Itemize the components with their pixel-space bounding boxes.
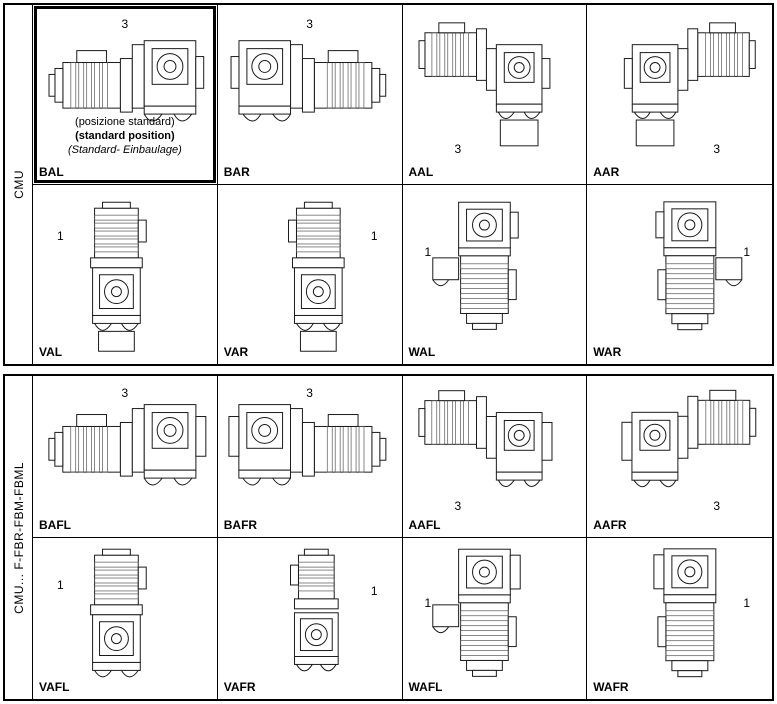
position-code: BAFR — [223, 517, 258, 532]
standard-position-caption — [33, 116, 217, 157]
cell-val[interactable] — [33, 185, 218, 365]
position-number: 1 — [743, 595, 750, 610]
position-code: BAL — [39, 164, 64, 179]
position-number: 1 — [370, 228, 378, 243]
block-cmu — [3, 3, 774, 366]
grid-cmu-f — [33, 376, 772, 699]
caption-english: (standard position) — [75, 130, 175, 142]
position-code: BAFL — [39, 517, 71, 532]
position-number: 3 — [121, 17, 129, 31]
gearmotor-drawing-vertical-left — [33, 185, 217, 365]
cell-bafr[interactable] — [218, 376, 403, 538]
cell-aafr[interactable] — [587, 376, 772, 538]
position-number: 3 — [306, 386, 313, 400]
cell-var[interactable] — [218, 185, 403, 365]
position-code: BAR — [223, 164, 250, 179]
position-number: 3 — [121, 386, 129, 400]
gearmotor-drawing-angle-right-flange — [587, 376, 772, 537]
position-number: 3 — [713, 141, 720, 156]
gearmotor-drawing-wall-left-flange — [403, 538, 587, 700]
cell-war[interactable] — [587, 185, 772, 365]
gearmotor-drawing-wall-right-flange — [587, 538, 772, 700]
row-label-cmu-f-text: CMU... F-FBR-FBM-FBML — [11, 461, 26, 614]
position-number: 1 — [370, 583, 378, 598]
cell-bal[interactable] — [33, 5, 218, 185]
gearmotor-drawing-horizontal-left-flange — [33, 376, 217, 537]
position-number: 1 — [424, 244, 432, 259]
caption-italian: (posizione standard) — [75, 116, 175, 129]
position-code: AAFL — [408, 517, 441, 532]
gearmotor-drawing-vertical-right-flange — [218, 538, 402, 700]
cell-bar[interactable] — [218, 5, 403, 185]
position-number: 1 — [424, 595, 432, 610]
gearmotor-drawing-wall-right — [587, 185, 772, 365]
position-number: 3 — [713, 498, 720, 513]
gearmotor-drawing-angle-left-flange — [403, 376, 587, 537]
gearmotor-drawing-vertical-right — [218, 185, 402, 365]
position-code: AAFR — [593, 517, 627, 532]
cell-aal[interactable] — [403, 5, 588, 185]
position-number: 1 — [57, 577, 64, 592]
position-code: WAL — [408, 345, 436, 359]
block-cmu-f — [3, 374, 774, 701]
cell-wafl[interactable] — [403, 538, 588, 700]
cell-bafl[interactable] — [33, 376, 218, 538]
position-code: WAFR — [593, 680, 629, 694]
gearmotor-drawing-horizontal-right — [218, 5, 402, 184]
row-label-cmu-text: CMU — [11, 170, 26, 199]
gearmotor-drawing-wall-left — [403, 185, 587, 365]
position-number: 3 — [454, 141, 462, 156]
row-label-cmu-f — [5, 376, 33, 699]
position-number: 3 — [306, 17, 313, 31]
cell-aafl[interactable] — [403, 376, 588, 538]
row-label-cmu — [5, 5, 33, 364]
position-code: WAFL — [408, 680, 443, 694]
position-number: 1 — [57, 228, 64, 243]
cell-wafr[interactable] — [587, 538, 772, 700]
position-code: AAR — [593, 164, 620, 179]
position-code: AAL — [408, 164, 434, 179]
gearmotor-drawing-angle-right — [587, 5, 772, 184]
grid-cmu — [33, 5, 772, 364]
cell-vafr[interactable] — [218, 538, 403, 700]
gearmotor-drawing-horizontal-right-flange — [218, 376, 402, 537]
position-number: 3 — [454, 498, 462, 513]
cell-vafl[interactable] — [33, 538, 218, 700]
caption-german: (Standard- Einbaulage) — [68, 143, 182, 156]
gearmotor-drawing-angle-left — [403, 5, 587, 184]
cell-aar[interactable] — [587, 5, 772, 185]
cell-wal[interactable] — [403, 185, 588, 365]
position-code: VAFL — [39, 680, 70, 694]
position-code: WAR — [593, 345, 622, 359]
position-code: VAFR — [223, 680, 256, 694]
position-number: 1 — [743, 244, 750, 259]
position-code: VAR — [223, 345, 249, 359]
position-code: VAL — [39, 345, 63, 359]
gearmotor-drawing-vertical-left-flange — [33, 538, 217, 700]
